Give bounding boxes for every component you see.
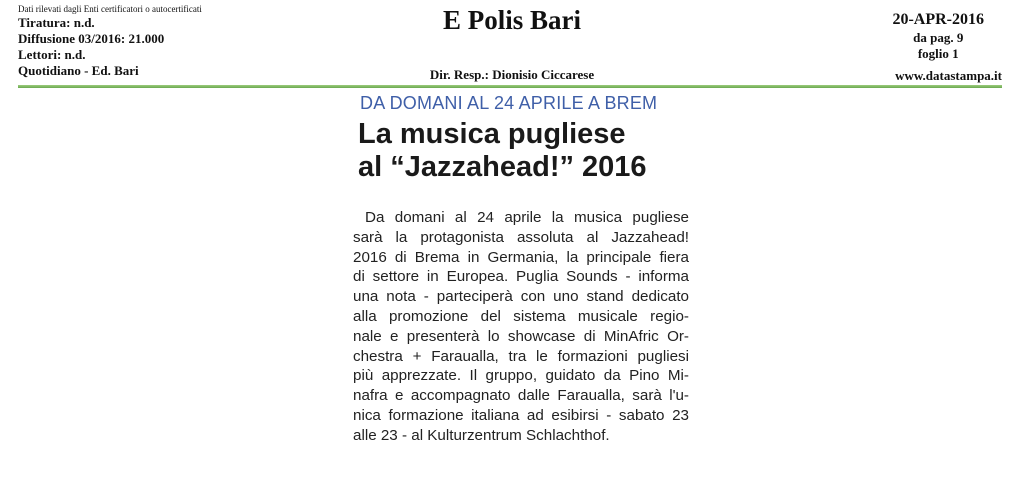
page-number: da pag. 9 <box>913 30 964 45</box>
issue-info-block <box>892 10 1002 83</box>
edition-line: Quotidiano - Ed. Bari <box>18 63 139 78</box>
body-line: nafra e accompagnato dalle Faraualla, sarà l'u- <box>353 387 689 405</box>
body-line: sarà la protagonista assoluta al Jazzahead! <box>353 228 689 246</box>
sheet-number: foglio 1 <box>917 46 959 61</box>
headline-line: al “Jazzahead!” 2016 <box>358 151 647 183</box>
body-line: nale e presenterà lo showcase di MinAfric Or- <box>353 327 689 345</box>
header-divider <box>18 85 1002 88</box>
body-line: nica formazione italiana ad esibirsi - sabato 23 <box>353 406 689 424</box>
body-line: alle 23 - al Kulturzentrum Schlachthof. <box>353 426 610 444</box>
newspaper-title: E Polis Bari <box>442 5 581 35</box>
article-kicker: DA DOMANI AL 24 APRILE A BREM <box>360 93 658 113</box>
body-line: alla promozione del sistema musicale regio- <box>353 307 689 325</box>
diffusione-line: Diffusione 03/2016: 21.000 <box>18 31 165 46</box>
body-line: chestra + Faraualla, tra le formazioni pugliesi <box>353 347 689 365</box>
issue-date: 20-APR-2016 <box>892 11 984 28</box>
body-line: 2016 di Brema in Germania, la principale fiera <box>353 248 689 266</box>
body-line: una nota - parteciperà con uno stand dedicato <box>353 288 689 306</box>
article-body <box>353 208 689 446</box>
certification-note: Dati rilevati dagli Enti certificatori o autocertificati <box>18 4 202 14</box>
director-line: Dir. Resp.: Dionisio Ciccarese <box>429 67 595 82</box>
lettori-line: Lettori: n.d. <box>18 47 86 62</box>
headline-line: La musica pugliese <box>358 118 626 150</box>
tiratura-line: Tiratura: n.d. <box>18 15 95 30</box>
body-line: Da domani al 24 aprile la musica pugliese <box>365 209 689 226</box>
article-headline <box>358 118 647 184</box>
body-line: di settore in Europea. Puglia Sounds - informa <box>353 268 689 286</box>
body-line: più apprezzate. Il gruppo, guidato da Pino Mi- <box>353 367 689 385</box>
website-link[interactable]: www.datastampa.it <box>895 68 1002 83</box>
